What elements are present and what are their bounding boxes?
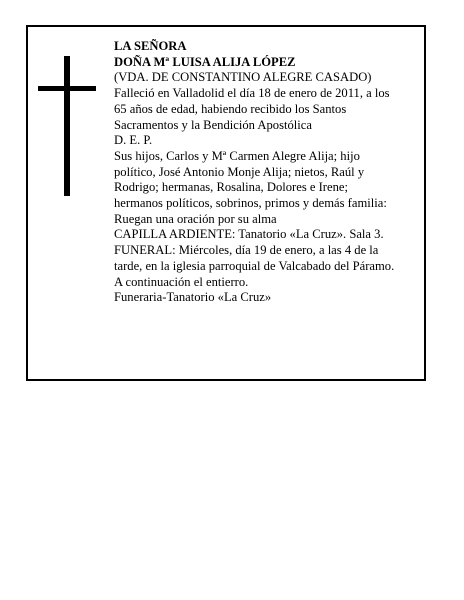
deceased-name: DOÑA Mª LUISA ALIJA LÓPEZ — [114, 54, 296, 69]
family-line: Rodrigo; hermanas, Rosalina, Dolores e Irene; — [114, 180, 348, 195]
rip-text: D. E. P. — [114, 133, 153, 148]
death-line: Sacramentos y la Bendición Apostólica — [114, 117, 312, 132]
obituary-text — [114, 39, 420, 306]
funeral-home: Funeraria-Tanatorio «La Cruz» — [114, 290, 272, 305]
cross-horizontal-bar — [38, 86, 96, 91]
funeral-line: tarde, en la iglesia parroquial de Valcabado del Páramo. — [114, 258, 395, 273]
funeral-line: FUNERAL: Miércoles, día 19 de enero, a las 4 de la — [114, 243, 379, 258]
chapel-info: CAPILLA ARDIENTE: Tanatorio «La Cruz». Sala 3. — [114, 227, 384, 242]
heading: LA SEÑORA — [114, 39, 187, 53]
death-line: Falleció en Valladolid el día 18 de enero de 2011, a los — [114, 86, 390, 101]
family-line: Sus hijos, Carlos y Mª Carmen Alegre Alija; hijo — [114, 148, 360, 163]
funeral-line: A continuación el entierro. — [114, 274, 249, 289]
family-line: hermanos políticos, sobrinos, primos y demás familia: — [114, 196, 387, 211]
family-line: político, José Antonio Monje Alija; nietos, Raúl y — [114, 164, 365, 179]
family-line: Ruegan una oración por su alma — [114, 211, 277, 226]
death-line: 65 años de edad, habiendo recibido los Santos — [114, 101, 347, 116]
cross-vertical-bar — [64, 56, 70, 196]
widow-of: (VDA. DE CONSTANTINO ALEGRE CASADO) — [114, 70, 372, 85]
